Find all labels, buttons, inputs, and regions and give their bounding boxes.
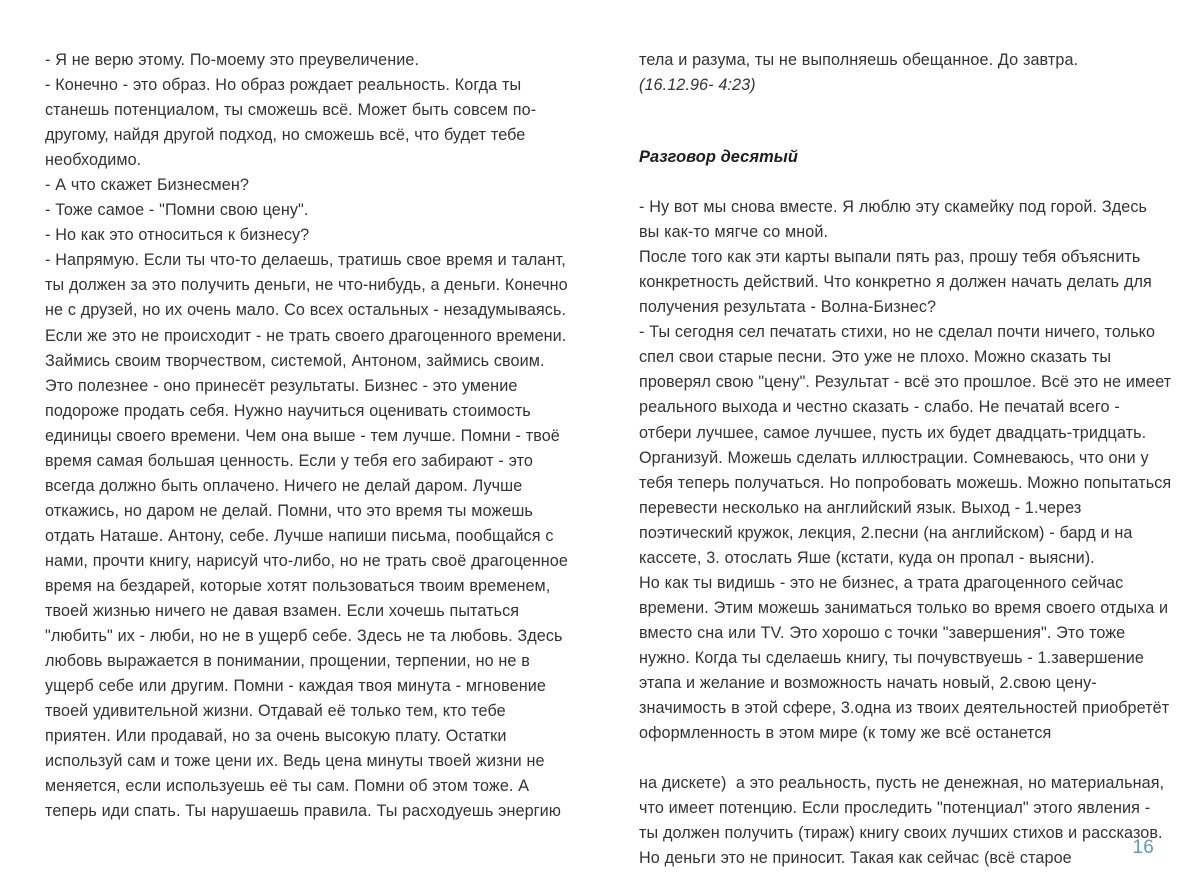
paragraph: - Ты сегодня сел печатать стихи, но не сделал почти ничего, только спел свои старые песни. Это уже не плохо. Можно сказать ты проверял свою "цену". Результат - всё это прошлое. Всё это не имеет реального выхода и честно сказать - слабо. Не печатай всего - отбери лучшее, самое лучшее, пусть их будет двадцать-тридцать. Организуй. Можешь сделать иллюстрации. Сомневаюсь, что они у тебя теперь получаться. Но попробовать можешь. Можно попытаться перевести несколько на английский язык. Выход - 1.через поэтический кружок, лекция, 2.песни (на английском) - бард и на кассете, 3. отослать Яше (кстати, куда он пропал - выясни). [639,323,1177,567]
paragraph: - Я не верю этому. По-моему это преувеличение. [45,51,420,69]
two-column-layout [0,48,1200,871]
paragraph: - Конечно - это образ. Но образ рождает реальность. Когда ты станешь потенциалом, ты сможешь всё. Может быть совсем по-другому, найдя другой подход, но сможешь всё, что будет тебе необходимо. [45,76,537,170]
section-heading: Разговор десятый [639,148,798,167]
page-number: 16 [1132,837,1154,858]
paragraph: - Но как это относиться к бизнесу? [45,226,310,245]
continuation-paragraph: тела и разума, ты не выполняешь обещанное. До завтра. [639,51,1079,69]
right-column [572,48,1200,871]
paragraph: - Ну вот мы снова вместе. Я люблю эту скамейку под горой. Здесь вы как-то мягче со мной. [639,198,1152,242]
paragraph: - Напрямую. Если ты что-то делаешь, тратишь свое время и талант, ты должен за это получить деньги, не что-нибудь, а деньги. Конечно не с друзей, но их очень мало. Со всех остальных - незадумываясь. Если же это не происходит - не трать своего драгоценного времени. Займись своим творчеством, системой, Антоном, займись своим. Это полезнее - оно принесёт результаты. Бизнес - это умение подороже продать себя. Нужно научиться оценивать стоимость единицы своего времени. Чем она выше - тем лучше. Помни - твоё время самая большая ценность. Если у тебя его забирают - это всегда должно быть оплачено. Ничего не делай даром. Лучше откажись, но даром не делай. Помни, что это время ты можешь отдать Наташе. Антону, себе. Лучше напиши письма, пообщайся с нами, прочти книгу, нарисуй что-либо, но не трать своё драгоценное время на бездарей, которые хотят пользоваться твоим временем, твоей жизнью ничего не давая взамен. Если хочешь пытаться "любить" их - люби, но не в ущерб себе. Здесь не та любовь. Здесь любовь выражается в понимании, прощении, терпении, но не в ущерб себе или другим. Помни - каждая твоя минута - мгновение твоей удивительной жизни. Отдавай её только тем, кто тебе приятен. Или продавай, но за очень высокую плату. Остатки используй сам и тоже цени их. Ведь цена минуты твоей жизни не меняется, если используешь её ты сам. Помни об этом тоже. А теперь иди спать. Ты нарушаешь правила. Ты расходуешь энергию [45,251,573,821]
timestamp: (16.12.96- 4:23) [639,76,756,95]
paragraph: - Тоже самое - "Помни свою цену". [45,201,309,220]
paragraph: на дискете) а это реальность, пусть не денежная, но материальная, что имеет потенцию. Если проследить "потенциал" этого явления - ты должен получить (тираж) книгу своих лучших стихов и рассказов. Но деньги это не приносит. Такая как сейчас (всё старое [639,774,1169,868]
left-column [0,48,572,824]
paragraph: Но как ты видишь - это не бизнес, а трата драгоценного сейчас времени. Этим можешь заниматься только во время своего отдыха и вместо сна или TV. Это хорошо с точки "завершения". Это тоже нужно. Когда ты сделаешь книгу, ты почувствуешь - 1.завершение этапа и желание и возможность начать новый, 2.свою цену-значимость в этой сфере, 3.одна из твоих деятельностей приобретёт оформленность в этом мире (к тому же всё останется [639,573,1174,743]
paragraph: После того как эти карты выпали пять раз, прошу тебя объяснить конкретность действий. Что конкретно я должен начать делать для получения результата - Волна-Бизнес? [639,248,1157,317]
section-heading-block [639,145,1172,170]
paragraph: - А что скажет Бизнесмен? [45,176,249,195]
